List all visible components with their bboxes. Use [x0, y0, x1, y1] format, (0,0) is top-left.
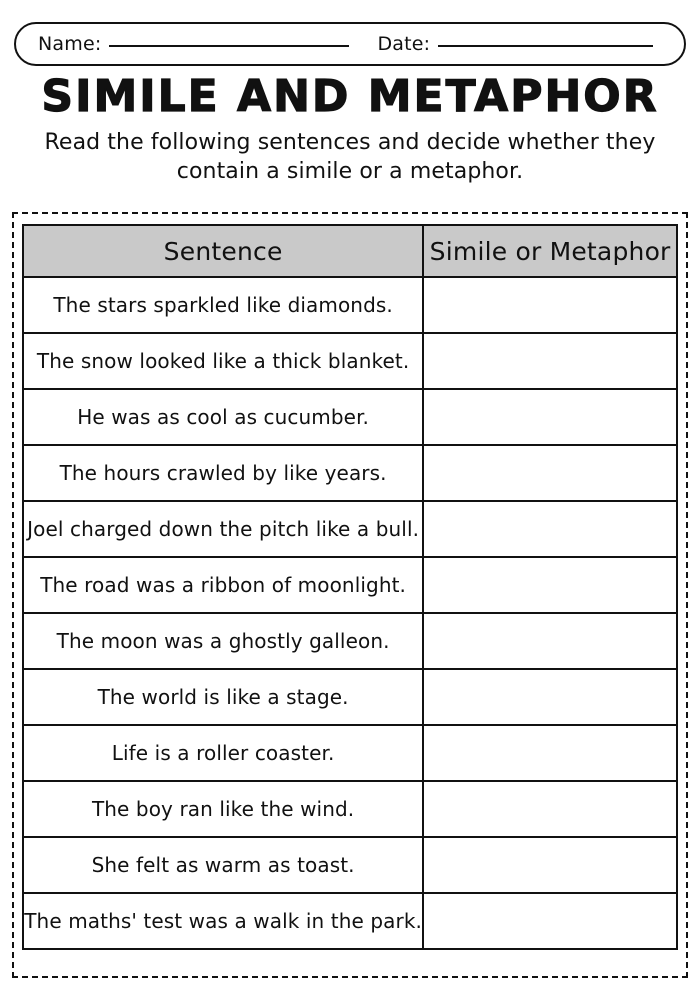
sentence-cell: The snow looked like a thick blanket. [23, 333, 423, 389]
table-row [23, 333, 677, 389]
sentence-cell: The boy ran like the wind. [23, 781, 423, 837]
date-field[interactable] [377, 33, 653, 55]
table-row [23, 277, 677, 333]
table-row [23, 389, 677, 445]
table-row [23, 781, 677, 837]
sentence-cell: The moon was a ghostly galleon. [23, 613, 423, 669]
answer-cell[interactable] [423, 389, 677, 445]
date-write-line[interactable] [438, 44, 653, 47]
table-header-row [23, 225, 677, 277]
sentence-cell: The stars sparkled like diamonds. [23, 277, 423, 333]
answer-cell[interactable] [423, 445, 677, 501]
table-row [23, 501, 677, 557]
name-write-line[interactable] [109, 44, 349, 47]
answer-cell[interactable] [423, 781, 677, 837]
sentence-cell: The world is like a stage. [23, 669, 423, 725]
answer-cell[interactable] [423, 613, 677, 669]
instructions-text: Read the following sentences and decide whether they contain a simile or a metaphor. [44, 130, 656, 185]
answer-cell[interactable] [423, 837, 677, 893]
answer-cell[interactable] [423, 669, 677, 725]
name-date-bar [14, 22, 686, 66]
sentence-cell: The road was a ribbon of moonlight. [23, 557, 423, 613]
date-label: Date: [377, 33, 431, 55]
table-row [23, 613, 677, 669]
simile-metaphor-table [22, 224, 678, 950]
column-header-answer: Simile or Metaphor [423, 225, 677, 277]
sentence-cell: The hours crawled by like years. [23, 445, 423, 501]
name-label: Name: [38, 33, 102, 55]
table-row [23, 893, 677, 949]
sentence-cell: He was as cool as cucumber. [23, 389, 423, 445]
table-row [23, 557, 677, 613]
answer-cell[interactable] [423, 725, 677, 781]
sentence-cell: Joel charged down the pitch like a bull. [23, 501, 423, 557]
answer-cell[interactable] [423, 333, 677, 389]
answer-cell[interactable] [423, 557, 677, 613]
name-field[interactable] [38, 33, 349, 55]
table-row [23, 725, 677, 781]
answer-cell[interactable] [423, 501, 677, 557]
table-row [23, 445, 677, 501]
table-row [23, 837, 677, 893]
page-title: SIMILE AND METAPHOR [41, 71, 659, 122]
sentence-cell: She felt as warm as toast. [23, 837, 423, 893]
sentence-cell: The maths' test was a walk in the park. [23, 893, 423, 949]
answer-cell[interactable] [423, 893, 677, 949]
sentence-cell: Life is a roller coaster. [23, 725, 423, 781]
column-header-sentence: Sentence [23, 225, 423, 277]
answer-cell[interactable] [423, 277, 677, 333]
table-row [23, 669, 677, 725]
